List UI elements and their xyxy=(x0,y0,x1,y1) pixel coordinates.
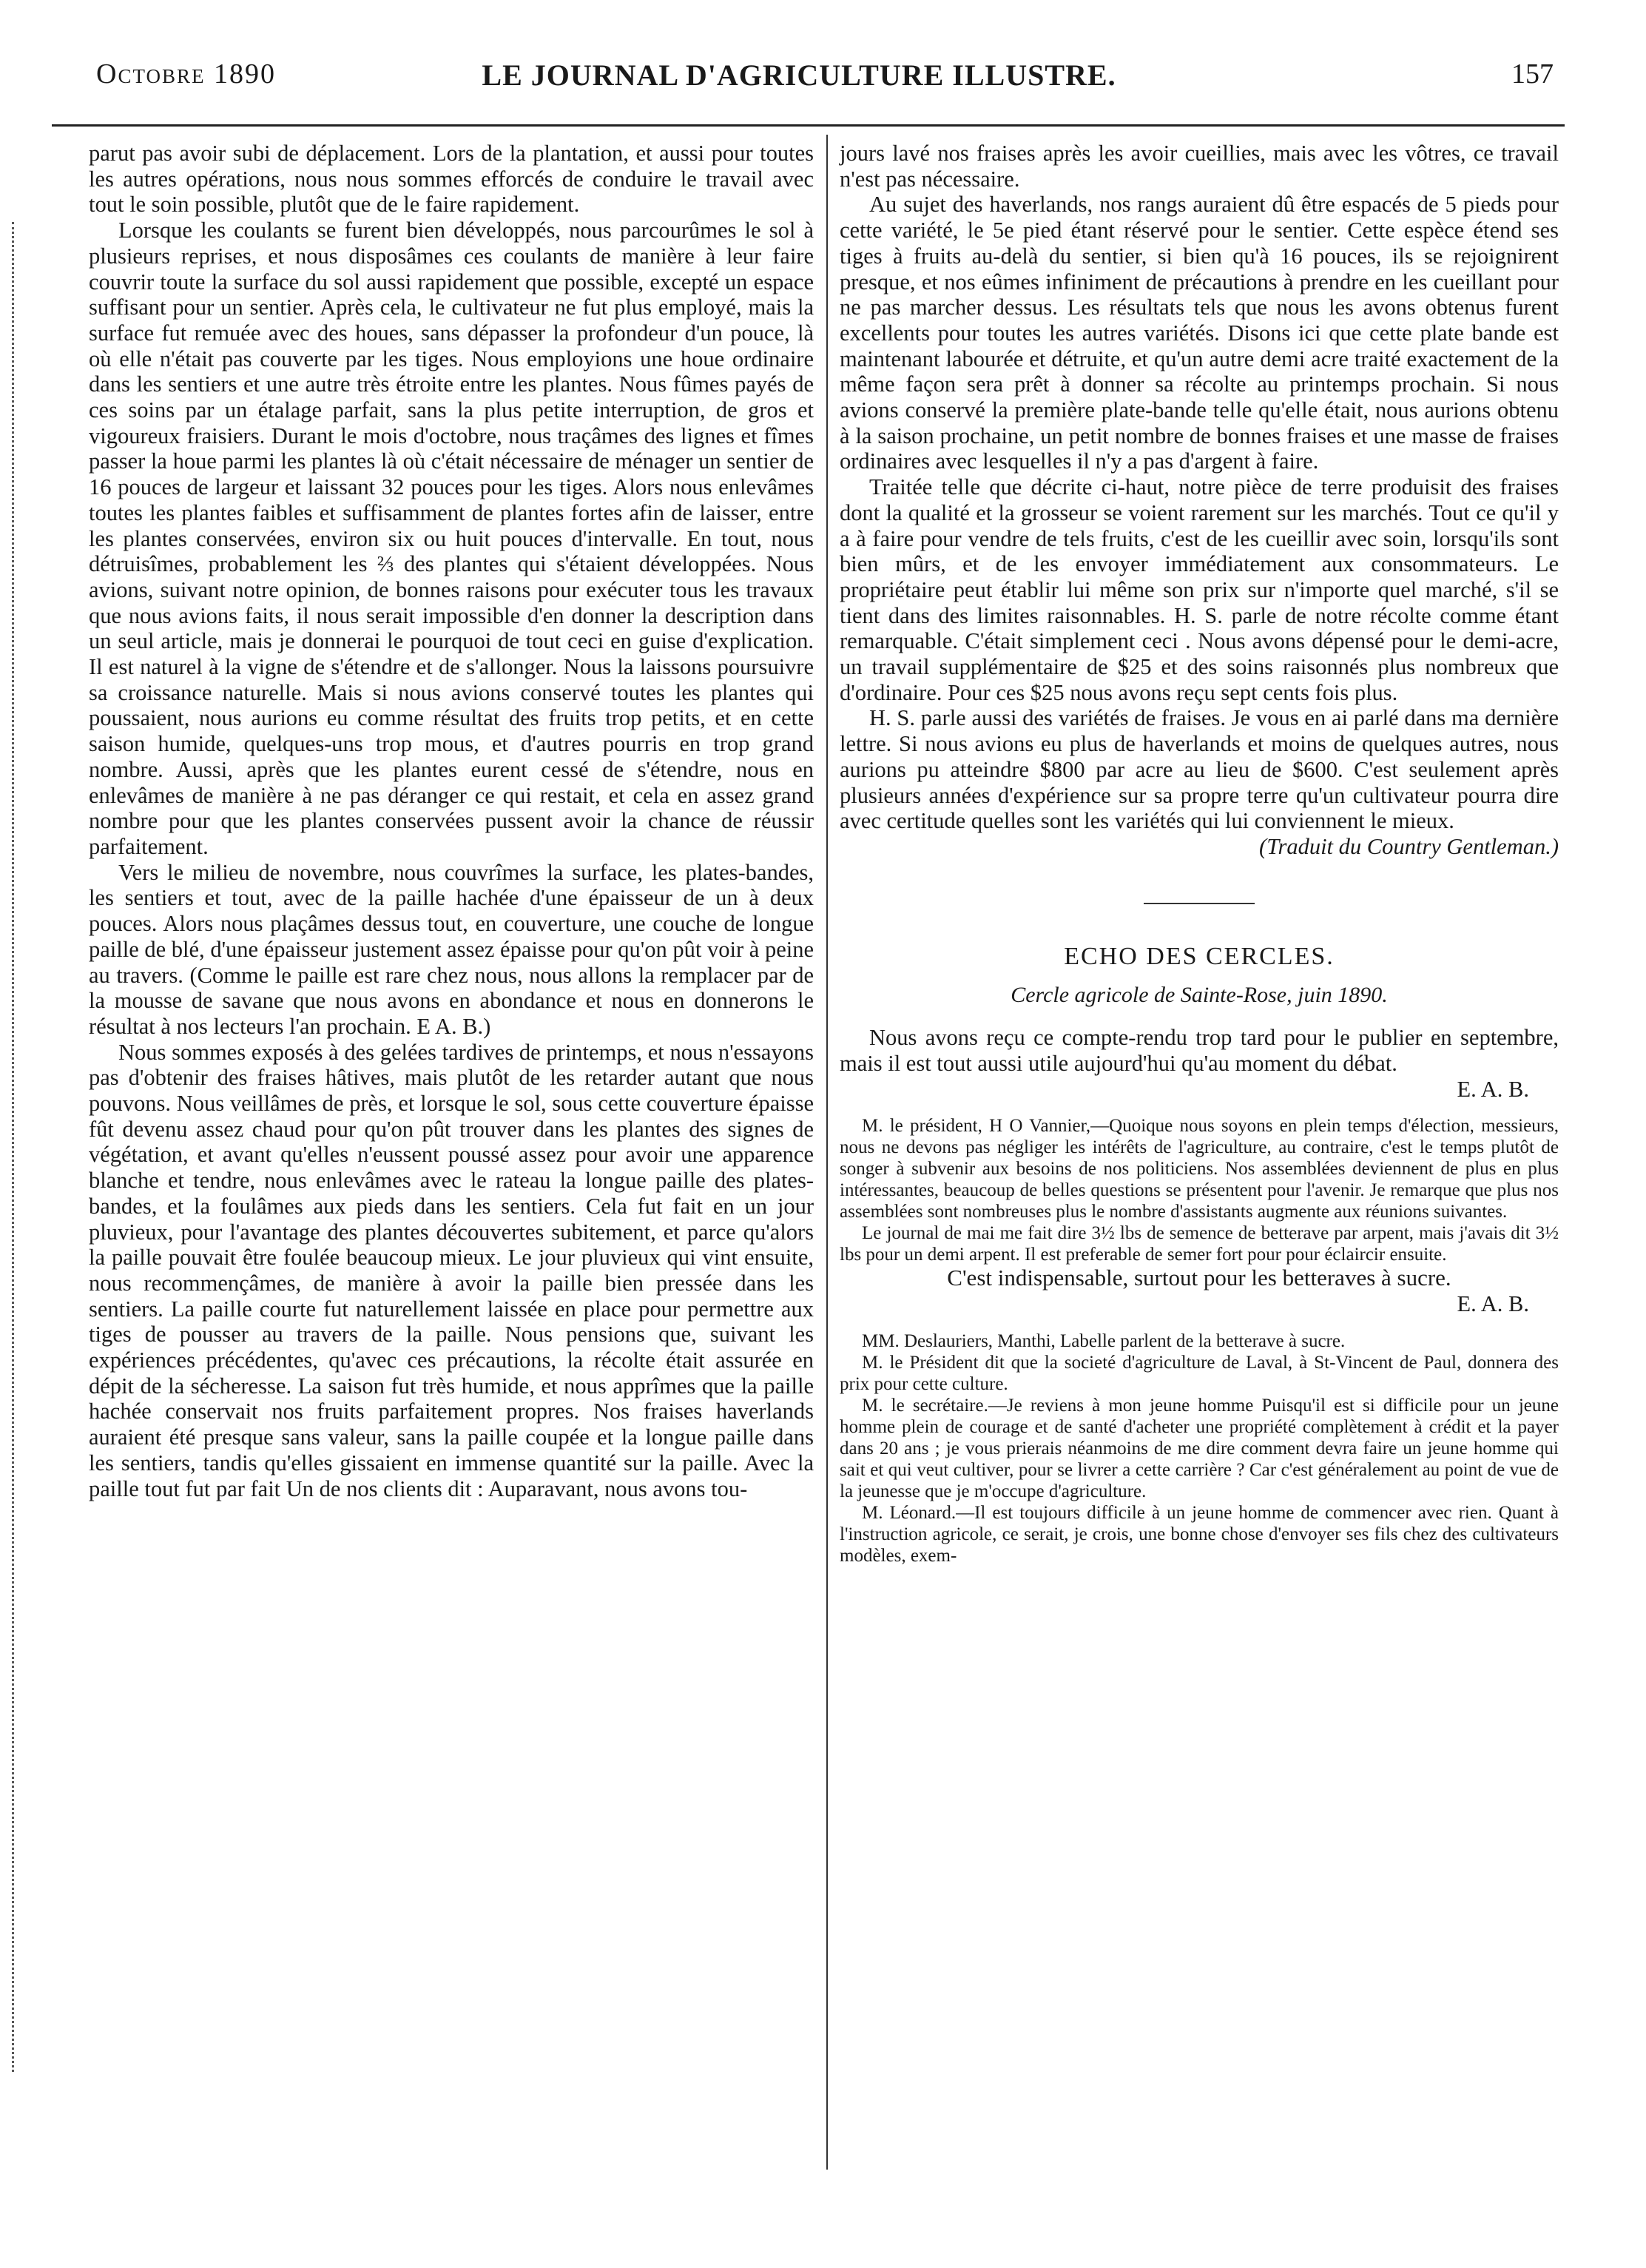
paragraph: parut pas avoir subi de déplacement. Lors de la plantation, et aussi pour toutes les autres opérations, nous nous sommes efforcés de conduire le travail avec tout le soin possible, plutôt que de le faire rapidement. xyxy=(89,141,814,218)
section-intro: Nous avons reçu ce compte-rendu trop tard pour le publier en septembre, mais il est tout aussi utile aujourd'hui qu'au moment du débat. xyxy=(840,1025,1559,1076)
paragraph: Traitée telle que décrite ci-haut, notre pièce de terre produisit des fraises dont la qualité et la grosseur se voient rarement sur les marchés. Tout ce qu'il y a à faire pour vendre de tels fruits, c'est de les cueillir avec soin, lorsqu'ils sont bien mûrs, et de les envoyer immédiatement aux consommateurs. Le propriétaire peut établir lui même son prix sur n'importe quel marché, s'il se tient dans des limites raisonnables. H. S. parle de notre récolte comme étant remarquable. C'était simplement ceci . Nous avons dépensé pour le demi-acre, un travail supplémentaire de $25 et des soins raisonnés plus nombreux que d'ordinaire. Pour ces $25 nous avons reçu sept cents fois plus. xyxy=(840,474,1559,705)
journal-title: LE JOURNAL D'AGRICULTURE ILLUSTRE. xyxy=(482,58,1116,92)
attribution: (Traduit du Country Gentleman.) xyxy=(1259,833,1559,859)
header-rule xyxy=(52,124,1565,127)
signature: E. A. B. xyxy=(1457,1076,1529,1102)
minutes-paragraph: M. le président, H O Vannier,—Quoique nous soyons en plein temps d'élection, messieurs, nous ne devons pas négliger les intérêts de l'agriculture, au contraire, c'est le temps plutôt de songer à subvenir aux besoins de nos politiciens. Nos assemblées deviennent de plus en plus intéressantes, beaucoup de belles questions se présentent pour l'avenir. Je remarque que plus nos assemblées sont nombreuses plus le nombre d'assistants augmente aux réunions suivantes. xyxy=(840,1116,1559,1222)
signature: E. A. B. xyxy=(1457,1291,1529,1316)
left-column xyxy=(89,141,814,1501)
page-header xyxy=(44,58,1554,102)
column-divider xyxy=(826,135,828,2170)
minutes-paragraph: M. Léonard.—Il est toujours difficile à un jeune homme de commencer avec rien. Quant à l'instruction agricole, ce serait, je crois, une bonne chose d'envoyer ses fils chez des cultivateurs modèles, exem- xyxy=(840,1502,1559,1566)
paragraph: Lorsque les coulants se furent bien développés, nous parcourûmes le sol à plusieurs reprises, et nous disposâmes ces coulants de manière à leur faire couvrir toute la surface du sol aussi rapidement que possible, excepté un espace suffisant pour un sentier. Après cela, le cultivateur ne fut plus employé, mais la surface fut remuée avec des houes, sans dépasser la profondeur d'un pouce, là où elle n'était pas couverte par les tiges. Nous employions une houe ordinaire dans les sentiers et une autre très étroite entre les plantes. Nous fûmes payés de ces soins par un étalage parfait, sans la plus petite interruption, de gros et vigoureux fraisiers. Durant le mois d'octobre, nous traçâmes des lignes et fîmes passer la houe parmi les plantes là où c'était nécessaire de ménager un sentier de 16 pouces de largeur et laissant 32 pouces pour les tiges. Alors nous enlevâmes toutes les plantes faibles et suffisamment de plantes fortes afin de laisser, entre les plantes conservées, environ six ou huit pouces d'intervalle. En tout, nous détruisîmes, probablement les ⅔ des plantes qui s'étaient développées. Nous avions, suivant notre opinion, de bonnes raisons pour exécuter tous les travaux que nous avions faits, il nous serait impossible d'en donner la description dans un seul article, mais je donnerai le pourquoi de tout ceci en guise d'explication. Il est naturel à la vigne de s'étendre et de s'allonger. Nous la laissons poursuivre sa croissance naturelle. Mais si nous avions conservé toutes les plantes qui poussaient, nous aurions eu comme résultat des fruits trop petits, et en cette saison humide, quelques-uns trop mous, et d'autres pourris en trop grand nombre. Aussi, après que les plantes eurent cessé de s'étendre, nous en enlevâmes de manière à ne pas déranger ce qui restait, et cela en assez grand nombre pour que les plantes conservées pussent avoir la chance de réussir parfaitement. xyxy=(89,218,814,859)
minutes-paragraph: Le journal de mai me fait dire 3½ lbs de semence de betterave par arpent, mais j'avais dit 3½ lbs pour un demi arpent. Il est preferable de semer fort pour pour éclaircir ensuite. xyxy=(840,1223,1559,1265)
paragraph: jours lavé nos fraises après les avoir cueillies, mais avec les vôtres, ce travail n'est pas nécessaire. xyxy=(840,141,1559,192)
binding-edge xyxy=(12,222,20,2072)
header-date: Octobre 1890 xyxy=(96,58,276,90)
paragraph: Vers le milieu de novembre, nous couvrîmes la surface, les plates-bandes, les sentiers et tout, avec de la paille hachée d'une épaisseur de un à deux pouces. Alors nous plaçâmes dessus tout, en couverture, une couche de longue paille de blé, d'une épaisseur justement assez épaisse pour qu'on pût voir à peine au travers. (Comme le paille est rare chez nous, nous allons la remplacer par de la mousse de savane que nous avons en abondance et nous en donnerons le résultat à nos lecteurs l'an prochain. E A. B.) xyxy=(89,859,814,1039)
section-title: ECHO DES CERCLES. xyxy=(1064,942,1335,970)
paragraph: Nous sommes exposés à des gelées tardives de printemps, et nous n'essayons pas d'obtenir des fraises hâtives, mais plutôt de les retarder autant que nous pouvons. Nous veillâmes de près, et lorsque le sol, sous cette couverture épaisse fût devenu assez chaud pour qu'on pût trouver dans les plantes des signes de végétation, et avant qu'elles n'eussent poussé assez pour avoir une apparence blanche et tendre, nous enlevâmes avec le rateau la longue paille des plates-bandes, et la foulâmes aux pieds dans les sentiers. Cela fut fait en un jour pluvieux, pour l'avantage des plantes découvertes subitement, et parce qu'alors la paille pouvait être foulée beaucoup mieux. Le jour pluvieux qui vint ensuite, nous recommençâmes, de manière à avoir la paille bien pressée dans les sentiers. La paille courte fut naturellement laissée en place pour permettre aux tiges de pousser au travers de la paille. Nous pensions que, suivant les expériences précédentes, qu'avec ces précautions, la récolte était assurée en dépit de la sécheresse. La saison fut très humide, et nous apprîmes que la paille hachée conservait nos fruits parfaitement propres. Nos fraises haverlands auraient été presque sans valeur, sans la paille coupée et la longue paille dans les sentiers, tandis qu'elles gissaient en immense quantité sur la paille. Avec la paille tout fut par fait Un de nos clients dit : Auparavant, nous avons tou- xyxy=(89,1039,814,1501)
page-number: 157 xyxy=(1511,58,1554,90)
minutes-paragraph: M. le Président dit que la societé d'agriculture de Laval, à St-Vincent de Paul, donnera des prix pour cette culture. xyxy=(840,1352,1559,1394)
right-column xyxy=(840,141,1559,1567)
paragraph: H. S. parle aussi des variétés de fraises. Je vous en ai parlé dans ma dernière lettre. Si nous avions eu plus de haverlands et moins de quelques autres, nous aurions pu atteindre $800 par acre au lieu de $600. C'est seulement après plusieurs années d'expérience sur sa propre terre qu'un cultivateur pourra dire avec certitude quelles sont les variétés qui lui conviennent le mieux. xyxy=(840,705,1559,834)
section-separator xyxy=(1144,903,1255,904)
paragraph: Au sujet des haverlands, nos rangs auraient dû être espacés de 5 pieds pour cette variété, le 5e pied étant réservé pour le sentier. Cette espèce étend ses tiges à fruits au-delà du sentier, si bien qu'à 16 pouces, ils se rejoignirent presque, et nos eûmes infiniment de précautions à prendre en les cueillant pour ne pas marcher dessus. Les résultats tels que nous les avons obtenus furent excellents pour toutes les autres variétés. Disons ici que cette plate bande est maintenant labourée et détruite, et qu'un autre demi acre traité exactement de la même façon sera prêt à donner sa récolte au printemps prochain. Si nous avions conservé la première plate-bande telle qu'elle était, nous aurions obtenu à la saison prochaine, un petit nombre de bonnes fraises et une masse de fraises ordinaires avec lesquelles il n'y a pas d'argent à faire. xyxy=(840,192,1559,474)
section-subtitle: Cercle agricole de Sainte-Rose, juin 1890. xyxy=(1011,983,1388,1008)
minutes-paragraph: MM. Deslauriers, Manthi, Labelle parlent de la betterave à sucre. xyxy=(862,1330,1346,1351)
minutes-block xyxy=(840,1115,1559,1265)
minutes-block-2 xyxy=(840,1330,1559,1567)
minutes-paragraph: M. le secrétaire.—Je reviens à mon jeune homme Puisqu'il est si difficile pour un jeune homme plein de courage et de santé d'acheter une propriété complètement à crédit et la payer dans 20 ans ; je vous prierais néanmoins de me dire comment devra faire un jeune homme qui sait et qui veut cultiver, pour se livrer a cette carrière ? Car c'est généralement au point de vue de la jeunesse que je m'occupe d'agriculture. xyxy=(840,1395,1559,1501)
quote: C'est indispensable, surtout pour les betteraves à sucre. xyxy=(947,1265,1451,1291)
